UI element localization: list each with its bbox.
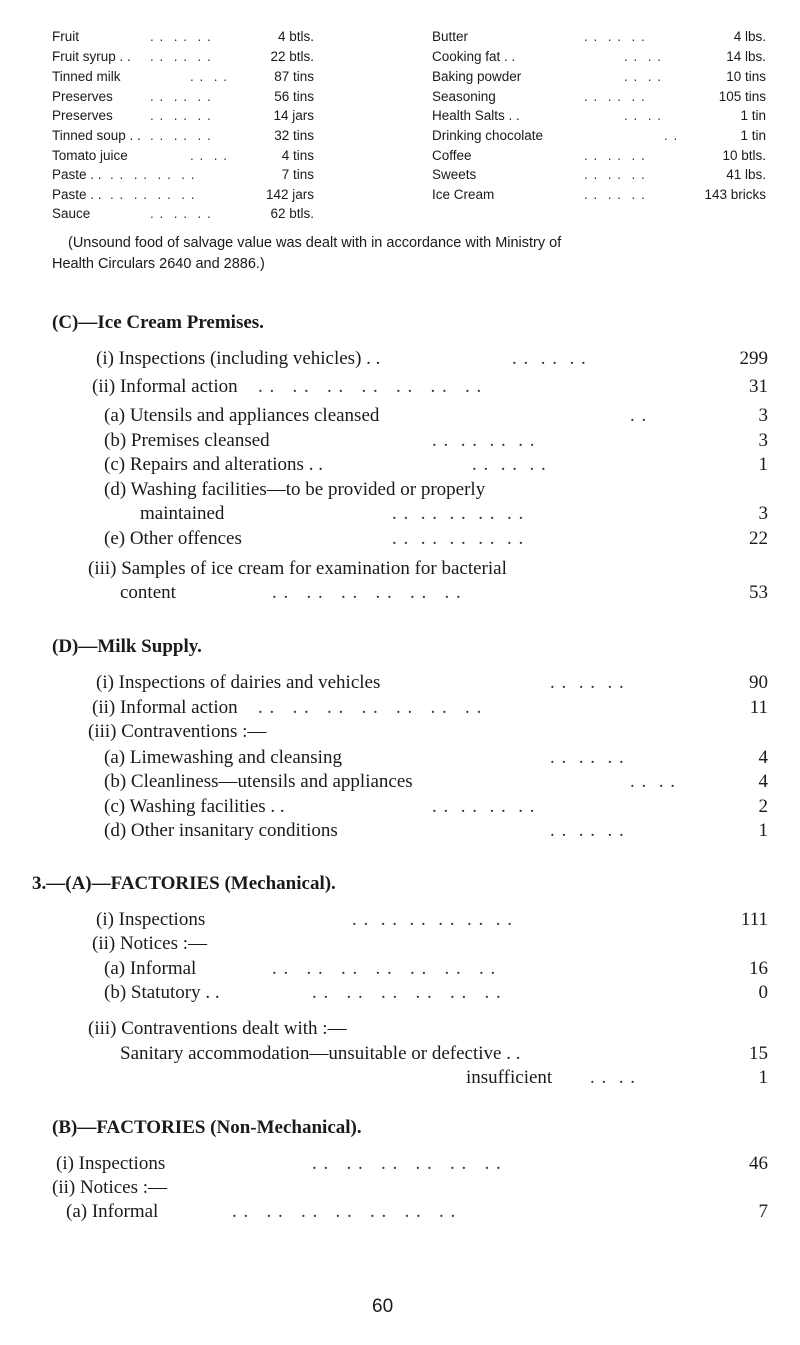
leader-dots: . . . . . . . . . . . . . . <box>272 958 497 979</box>
leader-dots: . . . . . . <box>150 206 212 221</box>
row-label: (ii) Informal action <box>92 697 238 718</box>
salvage-left-qty: 142 jars <box>265 187 314 202</box>
leader-dots: . . . . . . <box>584 29 646 44</box>
row-label: (b) Statutory . . <box>104 982 220 1003</box>
salvage-left-item: Tomato juice <box>52 148 128 163</box>
leader-dots: . . . . . . <box>584 187 646 202</box>
salvage-left-item: Fruit <box>52 29 79 44</box>
row-value: 31 <box>749 376 768 397</box>
leader-dots: . . . . . . <box>550 747 625 768</box>
leader-dots: . . . . <box>624 108 663 123</box>
page-number: 60 <box>372 1296 394 1317</box>
salvage-right-item: Cooking fat . . <box>432 49 516 64</box>
leader-dots: . . . . . . . . <box>110 187 196 202</box>
salvage-left-qty: 62 btls. <box>270 206 314 221</box>
leader-dots: . . . . . . . . . . <box>392 503 525 524</box>
section-heading: (C)—Ice Cream Premises. <box>52 312 264 333</box>
salvage-left-qty: 4 btls. <box>277 29 314 44</box>
salvage-right-qty: 4 lbs. <box>733 29 766 44</box>
row-value: 11 <box>749 697 768 718</box>
salvage-left-qty: 32 tins <box>274 128 314 143</box>
salvage-right-item: Health Salts . . <box>432 108 520 123</box>
leader-dots: . . . . . . <box>150 49 212 64</box>
row-value: 16 <box>749 958 768 979</box>
salvage-right-qty: 1 tin <box>740 128 766 143</box>
salvage-right-item: Ice Cream <box>432 187 495 202</box>
row-value: 15 <box>749 1043 768 1064</box>
leader-dots: . . . . <box>590 1067 636 1088</box>
salvage-right-qty: 41 lbs. <box>726 167 766 182</box>
leader-dots: . . . . <box>630 771 676 792</box>
row-label: (b) Premises cleansed <box>104 430 270 451</box>
section-heading: (B)—FACTORIES (Non-Mechanical). <box>52 1117 362 1138</box>
salvage-right-item: Coffee <box>432 148 472 163</box>
row-value: 299 <box>739 348 768 369</box>
salvage-right-qty: 10 btls. <box>722 148 766 163</box>
row-value: 46 <box>749 1153 768 1174</box>
leader-dots: . . . . . . . . . . . . . . <box>232 1201 457 1222</box>
row-label: insufficient <box>466 1067 553 1088</box>
leader-dots: . . <box>630 405 648 426</box>
row-value: 4 <box>758 747 768 768</box>
row-label: (ii) Notices :— <box>92 933 208 954</box>
leader-dots: . . . . . . . . . . . . <box>312 982 502 1003</box>
salvage-right-qty: 1 tin <box>740 108 766 123</box>
salvage-left-qty: 87 tins <box>274 69 314 84</box>
leader-dots: . . . . . . . . <box>432 430 536 451</box>
row-value: 90 <box>749 672 768 693</box>
row-label: (i) Inspections <box>56 1153 166 1174</box>
salvage-right-qty: 105 tins <box>718 89 766 104</box>
row-label: (a) Limewashing and cleansing <box>104 747 342 768</box>
leader-dots: . . . . . . <box>150 128 212 143</box>
row-value: 3 <box>758 430 768 451</box>
row-value: 2 <box>758 796 768 817</box>
leader-dots: . . . . . . <box>584 167 646 182</box>
salvage-left-item: Sauce <box>52 206 91 221</box>
leader-dots: . . . . . . <box>584 89 646 104</box>
row-label: (i) Inspections <box>96 909 206 930</box>
salvage-right-item: Drinking chocolate <box>432 128 544 143</box>
leader-dots: . . . . . . . . . . <box>392 528 525 549</box>
leader-dots: . . . . . . . . . . . . . . <box>258 376 483 397</box>
row-label: (i) Inspections of dairies and vehicles <box>96 672 381 693</box>
row-value: 1 <box>758 820 768 841</box>
leader-dots: . . . . . . <box>150 29 212 44</box>
row-label: (a) Informal <box>104 958 197 979</box>
salvage-left-item: Fruit syrup . . <box>52 49 131 64</box>
leader-dots: . . . . <box>624 49 663 64</box>
leader-dots: . . . . . . <box>550 672 625 693</box>
salvage-left-item: Paste . . <box>52 187 102 202</box>
salvage-note: Health Circulars 2640 and 2886.) <box>52 256 265 272</box>
leader-dots: . . . . . . . . . . . . <box>312 1153 502 1174</box>
leader-dots: . . . . . . <box>584 148 646 163</box>
salvage-left-qty: 14 jars <box>273 108 314 123</box>
row-value: 3 <box>758 503 768 524</box>
row-value: 53 <box>749 582 768 603</box>
leader-dots: . . . . . . . . <box>432 796 536 817</box>
leader-dots: . . . . <box>190 148 229 163</box>
row-label: (i) Inspections (including vehicles) . . <box>96 348 381 369</box>
leader-dots: . . . . . . <box>512 348 587 369</box>
salvage-right-item: Sweets <box>432 167 477 182</box>
row-value: 4 <box>758 771 768 792</box>
row-label: (a) Informal <box>66 1201 159 1222</box>
salvage-left-item: Tinned soup . . <box>52 128 141 143</box>
row-label: (d) Other insanitary conditions <box>104 820 338 841</box>
leader-dots: . . . . . . . . . . . . <box>272 582 462 603</box>
row-value: 7 <box>758 1201 768 1222</box>
salvage-right-qty: 14 lbs. <box>726 49 766 64</box>
row-value: 22 <box>749 528 768 549</box>
salvage-left-qty: 4 tins <box>281 148 314 163</box>
row-label: content <box>120 582 176 603</box>
row-value: 3 <box>758 405 768 426</box>
leader-dots: . . . . . . . . . . . . <box>352 909 513 930</box>
row-value: 1 <box>758 454 768 475</box>
salvage-left-qty: 56 tins <box>274 89 314 104</box>
row-label: (d) Washing facilities—to be provided or properly <box>104 479 486 500</box>
row-value: 0 <box>758 982 768 1003</box>
salvage-left-item: Paste . . <box>52 167 102 182</box>
row-label: maintained <box>140 503 225 524</box>
salvage-right-qty: 143 bricks <box>704 187 766 202</box>
row-label: (c) Washing facilities . . <box>104 796 285 817</box>
salvage-right-item: Baking powder <box>432 69 522 84</box>
row-label: (e) Other offences <box>104 528 242 549</box>
salvage-right-qty: 10 tins <box>726 69 766 84</box>
leader-dots: . . <box>664 128 679 143</box>
row-label: (a) Utensils and appliances cleansed <box>104 405 380 426</box>
salvage-left-qty: 7 tins <box>281 167 314 182</box>
row-label: (iii) Contraventions dealt with :— <box>88 1018 347 1039</box>
salvage-right-item: Butter <box>432 29 469 44</box>
salvage-right-item: Seasoning <box>432 89 496 104</box>
row-label: (b) Cleanliness—utensils and appliances <box>104 771 413 792</box>
section-heading: (D)—Milk Supply. <box>52 636 202 657</box>
row-label: (c) Repairs and alterations . . <box>104 454 323 475</box>
section-heading: 3.—(A)—FACTORIES (Mechanical). <box>32 873 336 894</box>
row-label: (iii) Samples of ice cream for examination for bacterial <box>88 558 507 579</box>
row-label: (ii) Notices :— <box>52 1177 168 1198</box>
leader-dots: . . . . <box>190 69 229 84</box>
leader-dots: . . . . <box>624 69 663 84</box>
leader-dots: . . . . . . . . <box>110 167 196 182</box>
row-value: 1 <box>758 1067 768 1088</box>
salvage-left-item: Tinned milk <box>52 69 121 84</box>
leader-dots: . . . . . . <box>150 89 212 104</box>
salvage-left-item: Preserves <box>52 89 113 104</box>
salvage-left-item: Preserves <box>52 108 113 123</box>
leader-dots: . . . . . . <box>150 108 212 123</box>
row-label: (iii) Contraventions :— <box>88 721 267 742</box>
salvage-note: (Unsound food of salvage value was dealt with in accordance with Ministry of <box>68 235 562 251</box>
leader-dots: . . . . . . . . . . . . . . <box>258 697 483 718</box>
row-value: 111 <box>740 909 768 930</box>
salvage-left-qty: 22 btls. <box>270 49 314 64</box>
leader-dots: . . . . . . <box>472 454 547 475</box>
row-label: Sanitary accommodation—unsuitable or defective . . <box>120 1043 521 1064</box>
leader-dots: . . . . . . <box>550 820 625 841</box>
row-label: (ii) Informal action <box>92 376 238 397</box>
